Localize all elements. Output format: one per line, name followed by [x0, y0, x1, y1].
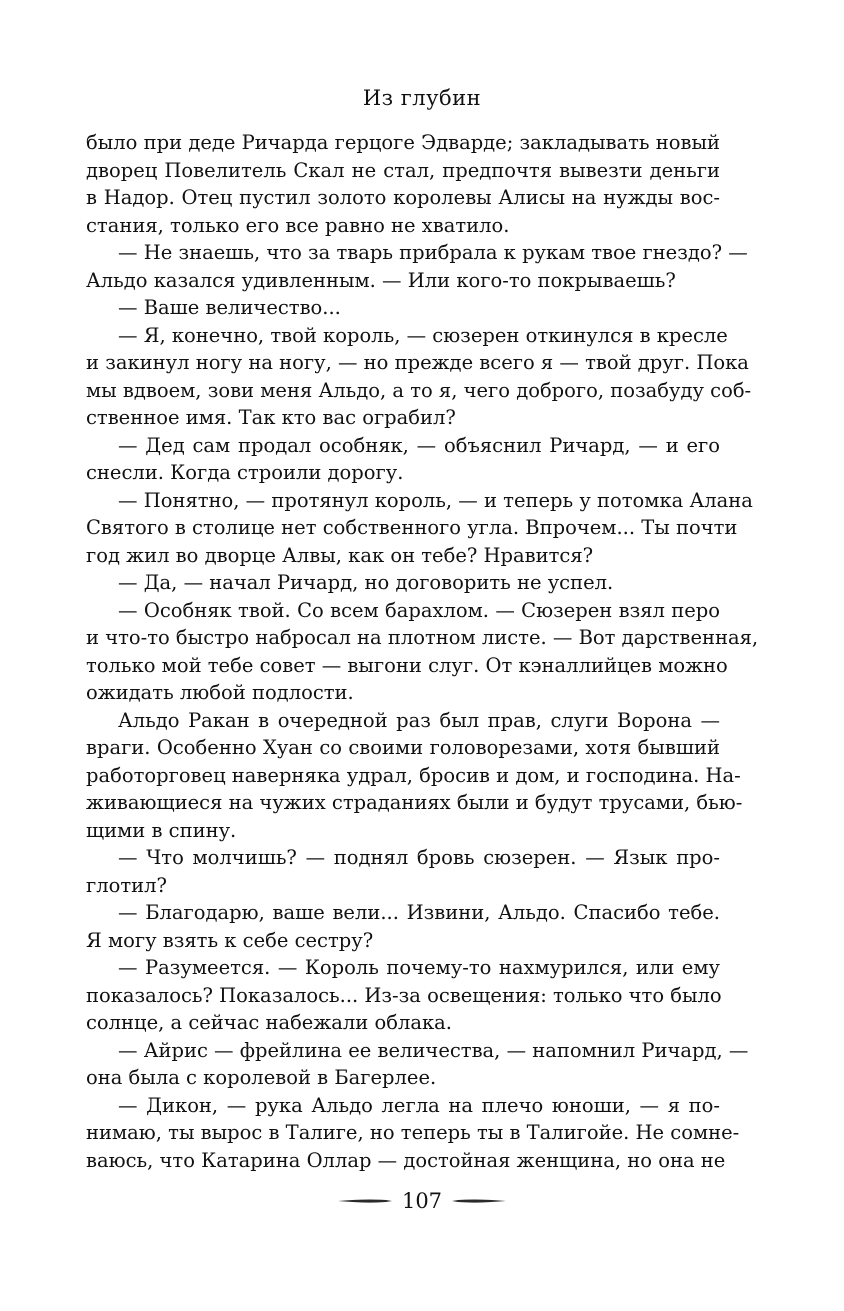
- paragraph: [86, 707, 743, 845]
- text-line: только мой тебе совет — выгони слуг. От кэналлийцев можно: [86, 653, 728, 677]
- paragraph: [86, 954, 720, 1037]
- text-line: ственное имя. Так кто вас ограбил?: [86, 406, 456, 429]
- paragraph: [86, 1037, 749, 1092]
- text-line: стания, только его все равно не хватило.: [86, 213, 510, 237]
- text-line: дворец Повелитель Скал не стал, предпочтя вывезти деньги: [86, 158, 720, 182]
- text-line: — Дед сам продал особняк, — объяснил Ричард, — и его: [118, 433, 720, 457]
- text-line: — Айрис — фрейлина ее величества, — напомнил Ричард, —: [118, 1038, 749, 1062]
- text-line: — Я, конечно, твой король, — сюзерен откинулся в кресле: [118, 323, 728, 347]
- text-line: и закинул ногу на ногу, — но прежде всего я — твой друг. Пока: [86, 351, 749, 374]
- text-line: Альдо казался удивленным. — Или кого-то покрываешь?: [86, 268, 676, 292]
- text-line: — Дикон, — рука Альдо легла на плечо юноши, — я по-: [118, 1093, 720, 1117]
- text-line: в Надор. Отец пустил золото королевы Алисы на нужды вос-: [86, 186, 720, 209]
- text-line: живающиеся на чужих страданиях были и будут трусами, бью-: [86, 791, 743, 814]
- paragraph: [86, 899, 720, 954]
- paragraph: [86, 239, 748, 294]
- text-line: работорговец наверняка удрал, бросив и дом, и господина. На-: [86, 763, 741, 787]
- text-line: — Разумеется. — Король почему-то нахмурился, или ему: [118, 956, 720, 979]
- page-number: 107: [401, 1189, 443, 1213]
- body-text: [86, 129, 759, 1174]
- text-line: снесли. Когда строили дорогу.: [86, 461, 404, 484]
- text-line: Святого в столице нет собственного угла. Впрочем... Ты почти: [86, 516, 738, 539]
- paragraph: [86, 597, 759, 707]
- running-head-title: Из глубин: [362, 86, 482, 110]
- text-line: враги. Особенно Хуан со своими головорезами, хотя бывший: [86, 736, 720, 759]
- text-line: ожидать любой подлости.: [86, 681, 354, 704]
- text-line: — Да, — начал Ричард, но договорить не успел.: [118, 571, 614, 594]
- text-line: показалось? Показалось... Из-за освещения: только что было: [86, 983, 722, 1007]
- text-line: глотил?: [86, 873, 167, 897]
- page-footer: [0, 1187, 844, 1215]
- paragraph: [86, 487, 753, 570]
- text-line: — Что молчишь? — поднял бровь сюзерен. — Язык про-: [118, 846, 720, 869]
- text-line: нимаю, ты вырос в Талиге, но теперь ты в Талигойе. Не сомне-: [86, 1121, 740, 1144]
- text-line: — Особняк твой. Со всем барахлом. — Сюзерен взял перо: [118, 598, 720, 622]
- text-line: было при деде Ричарда герцоге Эдварде; закладывать новый: [86, 131, 720, 154]
- footer-rule-right: [450, 1194, 508, 1208]
- text-line: щими в спину.: [86, 818, 237, 842]
- text-line: и что-то быстро набросал на плотном листе. — Вот дарственная,: [86, 626, 759, 649]
- text-line: — Ваше величество...: [118, 296, 341, 319]
- paragraph: [86, 569, 720, 597]
- text-line: — Благодарю, ваше вели... Извини, Альдо. Спасибо тебе.: [118, 901, 720, 924]
- text-line: — Не знаешь, что за тварь прибрала к рукам твое гнездо? —: [118, 241, 748, 264]
- footer-rule-left: [336, 1194, 394, 1208]
- text-line: ваюсь, что Катарина Оллар — достойная женщина, но она не: [86, 1148, 726, 1172]
- text-line: Я могу взять к себе сестру?: [86, 928, 374, 952]
- text-line: — Понятно, — протянул король, — и теперь у потомка Алана: [118, 488, 753, 512]
- paragraph: [86, 844, 720, 899]
- text-line: Альдо Ракан в очередной раз был прав, слуги Ворона —: [118, 708, 720, 732]
- text-line: год жил во дворце Алвы, как он тебе? Нравится?: [86, 543, 594, 567]
- text-line: она была с королевой в Багерлее.: [86, 1066, 437, 1089]
- paragraph: [86, 432, 720, 487]
- paragraph: [86, 129, 720, 239]
- text-line: солнце, а сейчас набежали облака.: [86, 1011, 452, 1034]
- paragraph: [86, 294, 720, 322]
- paragraph: [86, 322, 752, 432]
- text-line: мы вдвоем, зови меня Альдо, а то я, чего доброго, позабуду соб-: [86, 378, 752, 402]
- paragraph: [86, 1092, 740, 1175]
